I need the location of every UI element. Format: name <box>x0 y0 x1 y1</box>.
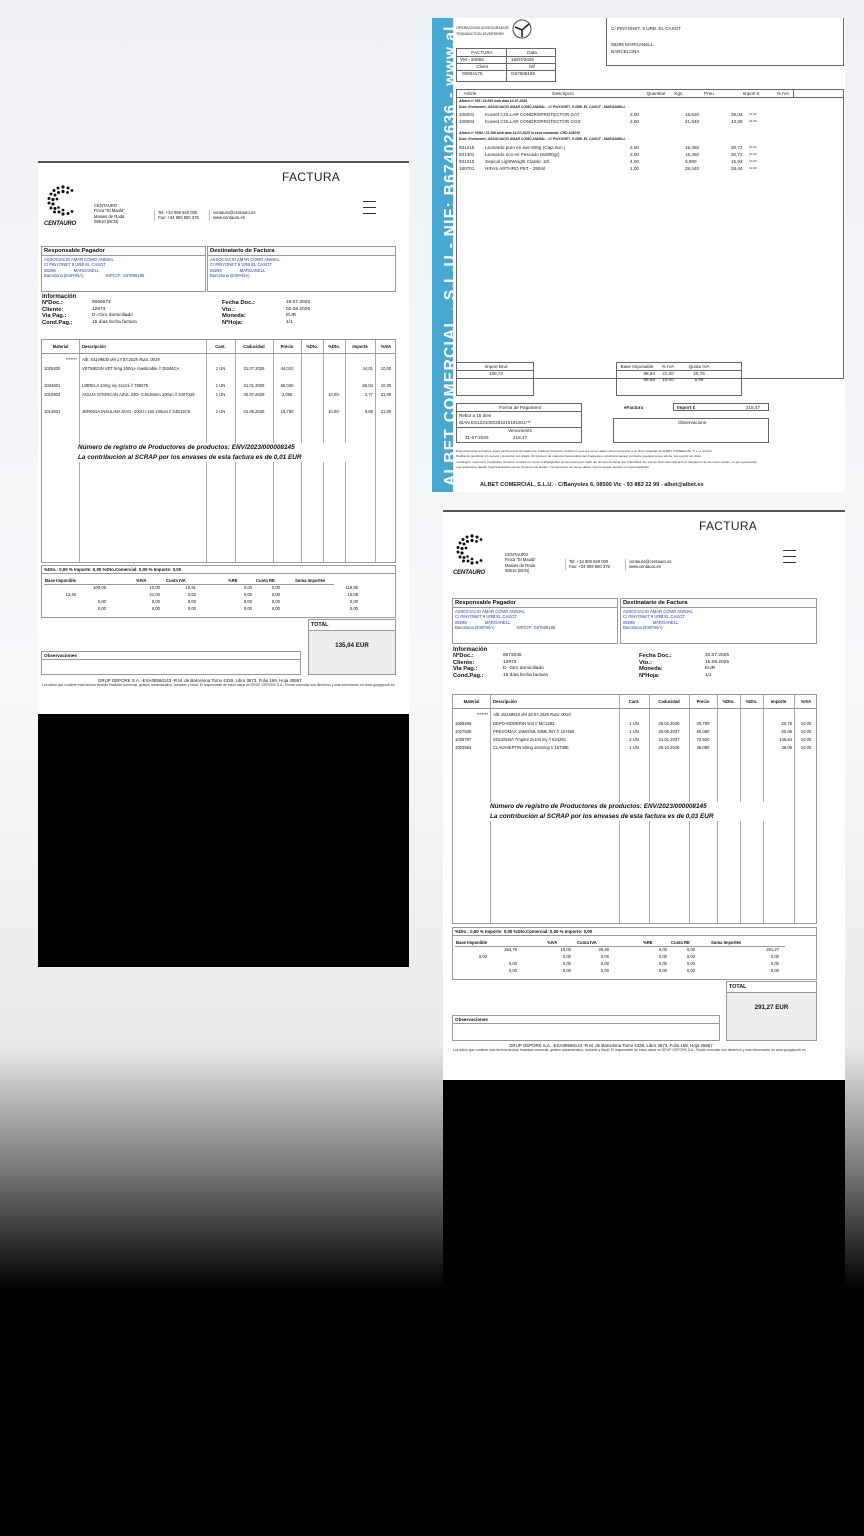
total-box: TOTAL 135,04 EUR <box>308 619 396 675</box>
centauro-logo-text: CENTAURO <box>44 221 76 227</box>
items-table: Material Descripción Cant. Caducidad Precio %Dto. %Dto. Importe %IVA ******* Alb: 83149830 del 17.07.2025 Ruta: 0019 1025200 VETMEDIN VET 5mg 100cp- masticable // 25346CA 1 UN 31.07.2026 44,010 44,01 10,00 1034601 LIBRELA 10mg iny 2x1ml // 788275 1 UN 31.01.2026 65,040 65,04 10,00 1010902 AGUJA STERICAN AZUL 23G- 0,6x25mm 100un // 2407029 1 UN 30.07.2029 3,080 10,00- 2,77 21,00 1013831 JERINGA INSULINA S/AG- 100U.I 1ml 100uni // 24E13C8 1 UN 01.05.2026 10,760 10,00- 9,69 21,00 <box>41 339 396 563</box>
insurer-label: OPERACIONS ASSEGURADOR TRANSACTION DIVERSEIBY <box>456 26 509 36</box>
company-address: CENTAURO Finca "El Maulá" Masies de Roda 08510 (BCN) <box>94 203 125 225</box>
albet-legal: D'acord amb la normativa vigent de Protecció de Dades de Caràcter Personal, l'informem que les seves dades s'han incorporat a un fitxer titularitat de ALBET COMERCIAL, S.L.U. amb la finalitat de gestionar els serveis i productes sol·licitats. Si mostrem de manera innecessària cap d'aquestes condicions aquest contracte quedarà sense efecte, pot exercir els drets rectificació, supressió, portabilitat, limitació, enviant un correu a albet@albet.es acompanyant còpia del document oficial que l'identifiqui. En cas de disconformitat amb el tractament de les seves dades, es pot a presentar una reclamació davant l'Agència Espanyola de Protecció de Dades. Conservarem les seves dades mentre puguin derivar-se responsabilitats. <box>456 449 757 469</box>
redacted-area <box>38 714 409 967</box>
col-material: Material <box>463 699 480 704</box>
col-precio: Precio <box>280 344 294 349</box>
payer-header: Responsable Pagador <box>453 599 617 608</box>
albet-items-table: Article Descripció Quantitat Kgs. Preu Import € % IVA Albarà nº VM / 19.869 amb data 14-07-2025 Dom. Enviament: ASSOCIACIO AMAR COMO ANIMAL - C/ PINYONET, 9 URB. EL CASOT - MARGANELL Albarà nº VMM / 31.396 amb data 14-07-2025 la seva comanda: CRD-104016 Dom. Enviament: ASSOCIACIO AMAR COMO ANIMAL - C/ PINYONET, 9 URB. EL CASOT - MARGANELL 106001 Kuvvet COLLAR CONDROPROTECTOR GAT 2,00 19,520 39,04 21,00 106004 Kuvvet COLLAR CONDROPROTECTOR GOS 2,00 21,940 43,88 21,00 931215 Leonardo puro en ave 800g (Caja 6un.) 2,00 15,360 30,72 10,00 931301 Leonardo rico en Pescado (6x800gr) 2,00 15,360 30,72 10,00 931310 Sepical LightWeight Classic 10l 4,00 3,980 15,92 10,00 180701 HIFAS ARTHRO PET - 250ml 1,00 28,440 28,44 10,00 <box>456 89 844 379</box>
col-importe: Importe <box>352 344 368 349</box>
items-table: Material Descripción Cant. Caducidad Precio %Dto. %Dto. Importe %IVA ******* Alb: 83158910 del 30.07.2025 Ruta: 0019 1008496 DEPO-MODERIN 5ml // MC1292 1 UN 28.02.2029 20,780 20,78 10,00 1027830 PREVOMAX 10MG/ML 20ML INY // 157450 1 UN 30.06.2027 60,080 60,08 10,00 1035797 SOLENSIA 7mg/ml 2x1ml iny // 824291 2 UN 31.01.2027 72,920 145,84 10,00 1003583 CLAVASEPTIN 50mg 10x10cp // 10736E 1 UN 29.10.2026 38,090 38,09 10,00 <box>452 694 817 924</box>
albaran-stars: ******* <box>476 712 488 717</box>
col-iva: %IVA <box>380 344 392 349</box>
company-footer: GRUP GEPORK S.A. -ESA08566143 -R.M. de Barcelona Tomo 4339, Libro 3673, Folio 169, Hoja 45967 <box>509 1043 713 1048</box>
top-border <box>443 510 845 512</box>
albet-observations-box: Observacions <box>613 418 769 443</box>
vat-box: Base Imposable % IVA Quota IVA 98,84 21,00 20,76 89,88 10,00 8,99 <box>616 362 742 396</box>
total-box: TOTAL 291,27 EUR <box>726 981 817 1041</box>
privacy-footer: Los datos que contiene esta factura tendrán finalidad comercial, gestión administrativa, contable y fiscal. El responsable de estos datos es GRUP GEPORK S.A.. Puede consultar sus derechos y más información en www.grupgepork.es <box>453 1048 806 1052</box>
info-header: Información <box>453 647 488 653</box>
producer-note: Número de registro de Productores de productos: ENV/2023/000008145 La contribución al SCRAP por los envases de esta factura es de 0,01 EUR <box>78 443 358 462</box>
summary-discounts: %Dto.: 0,00 % Importe: 0,00 %Dto.Comercial: 0,00 % Importe: 0,00 <box>42 566 395 574</box>
efactura-label: eFactura <box>624 405 644 410</box>
col-importe: Importe <box>770 699 787 704</box>
col-dto1: %Dto. <box>306 344 318 349</box>
centauro-logo-icon <box>44 183 82 219</box>
company-phones: Tel: +34 906 640 000 Fax: +34 909 600 375 <box>565 559 610 570</box>
invoice-header-box: FACTURA Data VM - 34066 18/07/2025 Client Nif 00004175 G67606186 <box>456 48 556 82</box>
centauro-logo <box>44 183 82 227</box>
albaran-ref: Alb: 83149830 del 17.07.2025 Ruta: 0019 <box>82 357 160 362</box>
total-amount: 135,04 EUR <box>335 642 369 649</box>
summary-discounts: %Dto.: 0,00 % Importe: 0,00 %Dto.Comercial: 0,00 % Importe: 0,00 <box>453 928 816 936</box>
albet-footer: ALBET COMERCIAL, S.L.U. - C/Banyoles 6, 08500 Vic - 93 883 22 99 - albet@albet.es <box>480 482 704 488</box>
menu-icon[interactable] <box>363 201 376 219</box>
col-caducidad: Caducidad <box>658 699 680 704</box>
company-web: centauro@centauro.es www.centauro.es <box>209 210 255 221</box>
menu-icon[interactable] <box>783 550 796 568</box>
albaran-stars: ******* <box>65 357 77 362</box>
observations-box: Observaciones <box>452 1015 720 1041</box>
col-iva: %IVA <box>800 699 812 704</box>
redacted-area <box>443 1080 845 1510</box>
top-border <box>38 161 409 163</box>
info-section: Información NºDoc.: 8066673 Cliente: 12973 Via Pag.: D.-Giro domiciliado Cond.Pag.: 15 días fecha factura Fecha Doc.: 18.07.2025 Vto.: 02.08.2025 Moneda: EUR NºHoja: 1/1 <box>42 294 392 326</box>
invoice-albet <box>432 18 845 492</box>
centauro-logo <box>453 532 491 576</box>
company-footer: GRUP GEPORK S.A. -ESA08566143 -R.M. de Barcelona Tomo 4339, Libro 3673, Folio 169, Hoja 45967 <box>98 678 302 683</box>
info-section: Información NºDoc.: 8072045 Cliente: 12973 Via Pag.: D.-Giro domiciliado Cond.Pag.: 15 días fecha factura Fecha Doc.: 31.07.2025 Vto.: 15.08.2025 Moneda: EUR NºHoja: 1/1 <box>453 647 813 679</box>
info-header: Información <box>42 294 77 300</box>
payer-box: Responsable Pagador ASSOCIACIO AMAR COMO ANIMAL C/ PINYONET 9 URB EL CASOT 08298 MARGANELL Barcelona (ESPAÑA) NIF/CIF: G67606186 <box>41 246 206 292</box>
col-caducidad: Caducidad <box>243 344 265 349</box>
gross-box: Import Brut 188,72 <box>456 362 534 396</box>
company-phones: Tel: +34 906 640 000 Fax: +34 909 600 375 <box>154 210 199 221</box>
col-precio: Precio <box>696 699 710 704</box>
payer-box: Responsable Pagador ASSOCIACIO AMAR COMO ANIMAL C/ PINYONET 9 URB EL CASOT 08298 MARGANELL Barcelona (ESPAÑA) NIF/CIF: G67606186 <box>452 598 618 644</box>
recipient-box: Destinatario de Factura ASSOCIACIO AMAR COMO ANIMAL C/ PINYONET 9 URB EL CASOT 08298 MARGANELL Barcelona (ESPAÑA) <box>207 246 396 292</box>
company-address: CENTAURO Finca "El Maulá" Masies de Roda 08510 (BCN) <box>505 552 536 574</box>
payment-box: Forma de Pagament Rebut a 15 dies IBAN ES1221000381010161601*** Venciments 31-07-2025 218,47 <box>456 403 582 443</box>
col-description: Descripción <box>82 344 106 349</box>
invoice-centauro-2 <box>443 510 845 1510</box>
client-address-box: C/ PINYONET, 9 URB. EL CASOT 08298 MARGANELL BARCELONA <box>606 18 844 66</box>
centauro-logo-icon <box>453 532 491 568</box>
centauro-logo-text: CENTAURO <box>453 570 485 576</box>
invoice-title: FACTURA <box>282 170 341 184</box>
col-cant: Cant. <box>628 699 640 704</box>
observations-box: Observaciones <box>41 651 301 675</box>
total-amount: 291,27 EUR <box>754 1004 789 1011</box>
recipient-header: Destinatario de Factura <box>208 247 395 256</box>
col-material: Material <box>52 344 69 349</box>
recipient-header: Destinatario de Factura <box>621 599 816 608</box>
privacy-footer: Los datos que contiene esta factura tendrán finalidad comercial, gestión administrativa, contable y fiscal. El responsable de estos datos es GRUP GEPORK S.A.. Puede consultar sus derechos y más información en www.grupgepork.es <box>42 683 395 687</box>
recipient-box: Destinatario de Factura ASSOCIACIO AMAR COMO ANIMAL C/ PINYONET 9 URB EL CASOT 08298 MARGANELL Barcelona (ESPAÑA) <box>620 598 817 644</box>
total-import-box: Import € 218,47 <box>673 403 769 411</box>
tax-summary: %Dto.: 0,00 % Importe: 0,00 %Dto.Comercial: 0,00 % Importe: 0,00 Base Imponible %IVA Cuota IVA %RE Cuota RE Suma Importes 264,79 10,00 26,48 0,00 0,00 291,27 0,00 0,00 0,00 0,00 0,00 0,00 0,00 0,00 0,00 0,00 0,00 0,00 0,00 0,00 0,00 0,00 0,00 0,00 <box>452 927 817 980</box>
col-dto2: %Dto. <box>328 344 340 349</box>
col-cant: Cant. <box>215 344 226 349</box>
insurer-logo-icon <box>510 18 534 40</box>
side-band-text: ALBET COMERCIAL , S.L.U - NIF: B67402636 - www.al <box>442 25 459 486</box>
invoice-centauro-1 <box>38 161 409 967</box>
col-description: Descripción <box>493 699 517 704</box>
col-dto1: %Dto. <box>722 699 735 704</box>
payer-header: Responsable Pagador <box>42 247 205 256</box>
tax-summary: %Dto.: 0,00 % Importe: 0,00 %Dto.Comercial: 0,00 % Importe: 0,00 Base Imponible %IVA Cuota IVA %RE Cuota RE Suma Importes 109,05 10,00 10,91 0,00 0,00 119,96 12,46 21,00 2,62 0,00 0,00 15,08 0,00 0,00 0,00 0,00 0,00 0,00 0,00 0,00 0,00 0,00 0,00 0,00 <box>41 565 396 618</box>
producer-note: Número de registro de Productores de productos: ENV/2023/000008145 La contribución al SCRAP por los envases de esta factura es de 0,03 EUR <box>490 802 780 821</box>
col-dto2: %Dto. <box>745 699 758 704</box>
albaran-ref: Alb: 83158910 del 30.07.2025 Ruta: 0019 <box>493 712 571 717</box>
invoice-title: FACTURA <box>699 519 758 533</box>
company-web: centauro@centauro.es www.centauro.es <box>625 559 671 570</box>
